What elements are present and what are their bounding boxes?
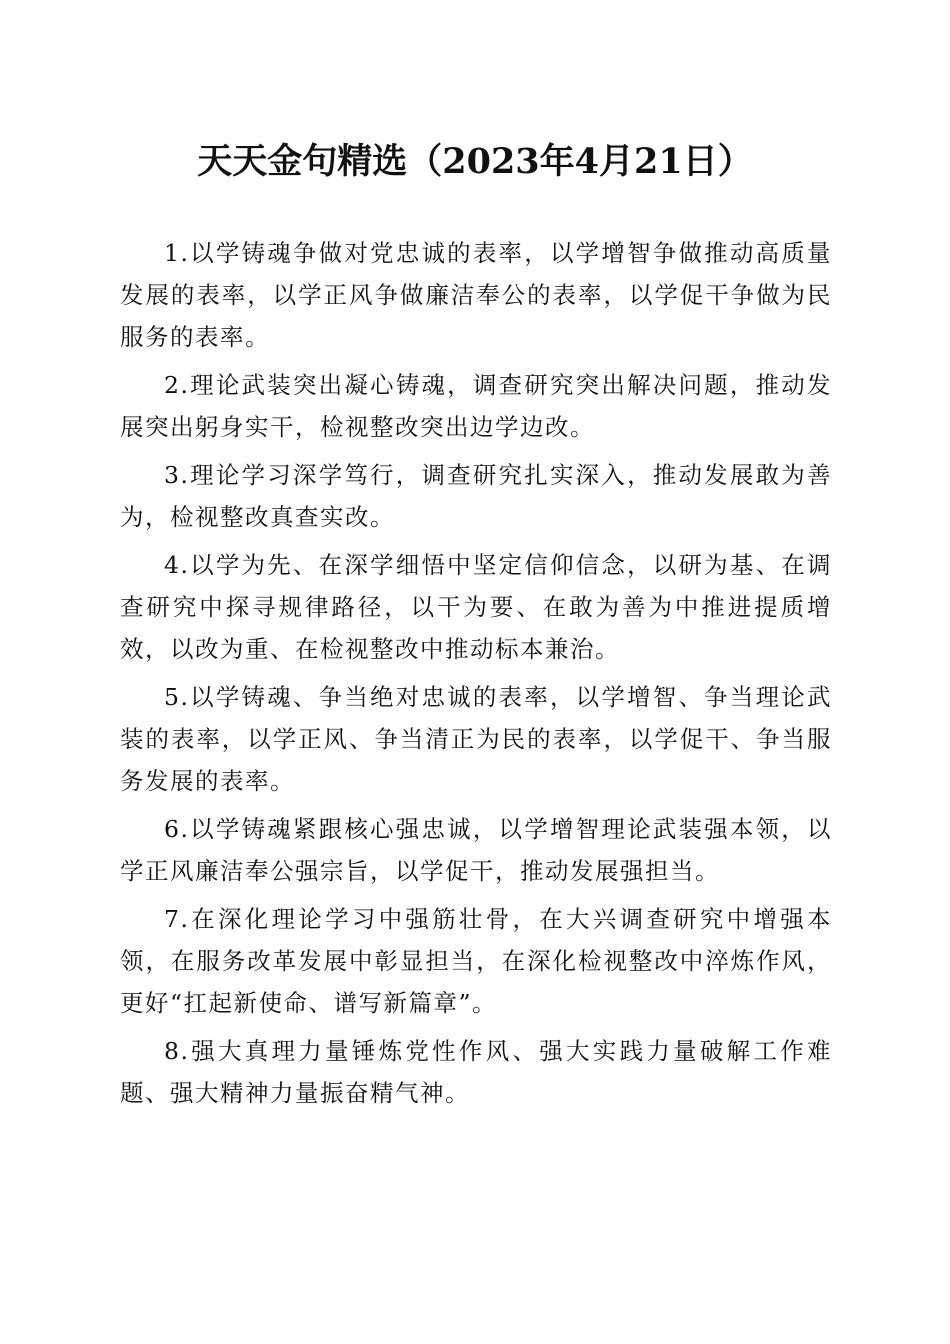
page-title: 天天金句精选（2023年4月21日） [197, 141, 753, 182]
quote-paragraph-2: 2.理论武装突出凝心铸魂，调查研究突出解决问题，推动发展突出躬身实干，检视整改突出边学边改。 [120, 371, 832, 441]
quote-paragraph-6: 6.以学铸魂紧跟核心强忠诚，以学增智理论武装强本领，以学正风廉洁奉公强宗旨，以学促干，推动发展强担当。 [120, 815, 832, 885]
quote-paragraph-8: 8.强大真理力量锤炼党性作风、强大实践力量破解工作难题、强大精神力量振奋精气神。 [120, 1037, 832, 1107]
quote-paragraph-7: 7.在深化理论学习中强筋壮骨，在大兴调查研究中增强本领，在服务改革发展中彰显担当，在深化检视整改中淬炼作风，更好“扛起新使命、谱写新篇章”。 [120, 905, 832, 1017]
quote-paragraph-3: 3.理论学习深学笃行，调查研究扎实深入，推动发展敢为善为，检视整改真查实改。 [120, 461, 832, 531]
quote-paragraph-5: 5.以学铸魂、争当绝对忠诚的表率，以学增智、争当理论武装的表率，以学正风、争当清正为民的表率，以学促干、争当服务发展的表率。 [120, 683, 832, 795]
quote-list [120, 232, 832, 1120]
quote-paragraph-4: 4.以学为先、在深学细悟中坚定信仰信念，以研为基、在调查研究中探寻规律路径，以干为要、在敢为善为中推进提质增效，以改为重、在检视整改中推动标本兼治。 [120, 551, 832, 663]
quote-paragraph-1: 1.以学铸魂争做对党忠诚的表率，以学增智争做推动高质量发展的表率，以学正风争做廉洁奉公的表率，以学促干争做为民服务的表率。 [120, 239, 832, 351]
